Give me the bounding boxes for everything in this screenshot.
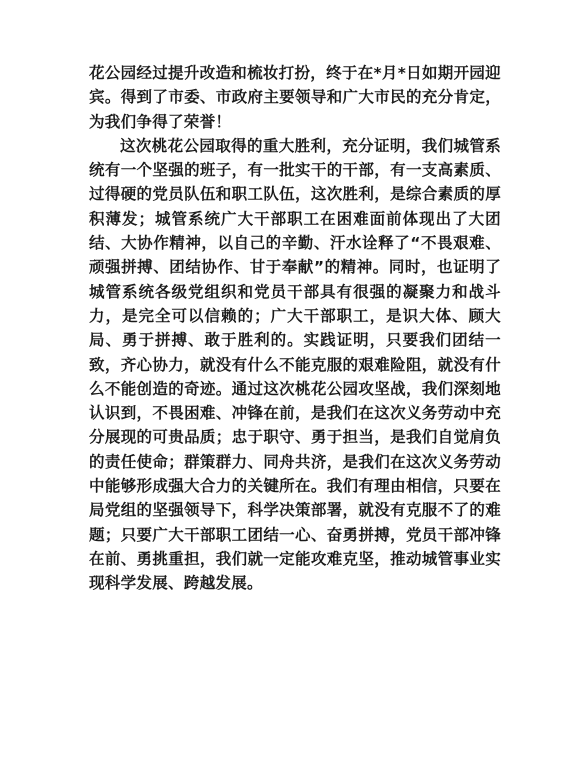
paragraph-main: 这次桃花公园取得的重大胜利，充分证明，我们城管系统有一个坚强的班子，有一批实干的干部，有一支高素质、过得硬的党员队伍和职工队伍，这次胜利，是综合素质的厚积薄发；城管系统广大干部职工在困难面前体现出了大团结、大协作精神，以自己的辛勤、汗水诠释了“不畏艰难、顽强拼搏、团结协作、甘于奉献”的精神。同时，也证明了城管系统各级党组织和党员干部具有很强的凝聚力和战斗力，是完全可以信赖的；广大干部职工，是识大体、顾大局、勇于拼搏、敢于胜利的。实践证明，只要我们团结一致，齐心协力，就没有什么不能克服的艰难险阻，就没有什么不能创造的奇迹。通过这次桃花公园攻坚战，我们深刻地认识到，不畏困难、冲锋在前，是我们在这次义务劳动中充分展现的可贵品质；忠于职守、勇于担当，是我们自觉肩负的责任使命；群策群力、同舟共济，是我们在这次义务劳动中能够形成强大合力的关键所在。我们有理由相信，只要在局党组的坚强领导下，科学决策部署，就没有克服不了的难题；只要广大干部职工团结一心、奋勇拼搏，党员干部冲锋在前、勇挑重担，我们就一定能攻难克坚，推动城管事业实现科学发展、跨越发展。 [89, 136, 501, 593]
paragraph-opening: 花公园经过提升改造和梳妆打扮，终于在*月*日如期开园迎宾。得到了市委、市政府主要领导和广大市民的充分肯定，为我们争得了荣誉！ [89, 64, 501, 131]
document-body [89, 61, 501, 596]
